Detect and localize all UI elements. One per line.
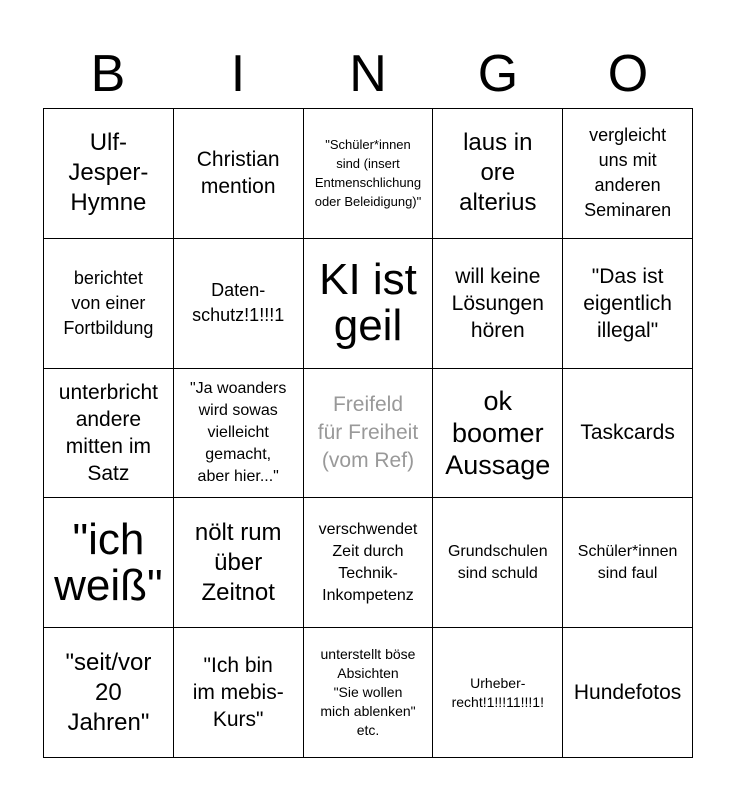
bingo-cell[interactable]: Christian mention bbox=[174, 109, 304, 239]
bingo-free-cell[interactable]: Freifeld für Freiheit (vom Ref) bbox=[304, 369, 434, 499]
bingo-cell[interactable]: Urheber- recht!1!!!11!!!1! bbox=[433, 628, 563, 758]
header-letter-n: N bbox=[349, 45, 387, 103]
bingo-cell[interactable]: unterstellt böse Absichten "Sie wollen mich ablenken" etc. bbox=[304, 628, 434, 758]
header-letter-b: B bbox=[90, 45, 126, 103]
bingo-cell[interactable]: KI ist geil bbox=[304, 239, 434, 369]
bingo-cell[interactable]: "seit/vor 20 Jahren" bbox=[44, 628, 174, 758]
bingo-header bbox=[43, 40, 693, 108]
header-letter-g: G bbox=[477, 45, 519, 103]
bingo-grid bbox=[43, 108, 693, 758]
bingo-cell[interactable]: ok boomer Aussage bbox=[433, 369, 563, 499]
bingo-cell[interactable]: laus in ore alterius bbox=[433, 109, 563, 239]
bingo-cell[interactable]: berichtet von einer Fortbildung bbox=[44, 239, 174, 369]
bingo-cell[interactable]: "ich weiß" bbox=[44, 498, 174, 628]
bingo-cell[interactable]: "Ja woanders wird sowas vielleicht gemacht, aber hier..." bbox=[174, 369, 304, 499]
bingo-cell[interactable]: verschwendet Zeit durch Technik- Inkompetenz bbox=[304, 498, 434, 628]
bingo-cell[interactable]: Ulf- Jesper- Hymne bbox=[44, 109, 174, 239]
header-letter-o: O bbox=[607, 45, 649, 103]
bingo-cell[interactable]: Hundefotos bbox=[563, 628, 693, 758]
bingo-cell[interactable]: Daten- schutz!1!!!1 bbox=[174, 239, 304, 369]
bingo-cell[interactable]: Taskcards bbox=[563, 369, 693, 499]
bingo-cell[interactable]: "Ich bin im mebis- Kurs" bbox=[174, 628, 304, 758]
bingo-cell[interactable]: vergleicht uns mit anderen Seminaren bbox=[563, 109, 693, 239]
bingo-cell[interactable]: nölt rum über Zeitnot bbox=[174, 498, 304, 628]
bingo-cell[interactable]: "Das ist eigentlich illegal" bbox=[563, 239, 693, 369]
header-letter-i: I bbox=[230, 45, 246, 103]
bingo-cell[interactable]: will keine Lösungen hören bbox=[433, 239, 563, 369]
bingo-cell[interactable]: unterbricht andere mitten im Satz bbox=[44, 369, 174, 499]
bingo-cell[interactable]: "Schüler*innen sind (insert Entmenschlichung oder Beleidigung)" bbox=[304, 109, 434, 239]
bingo-cell[interactable]: Schüler*innen sind faul bbox=[563, 498, 693, 628]
bingo-cell[interactable]: Grundschulen sind schuld bbox=[433, 498, 563, 628]
